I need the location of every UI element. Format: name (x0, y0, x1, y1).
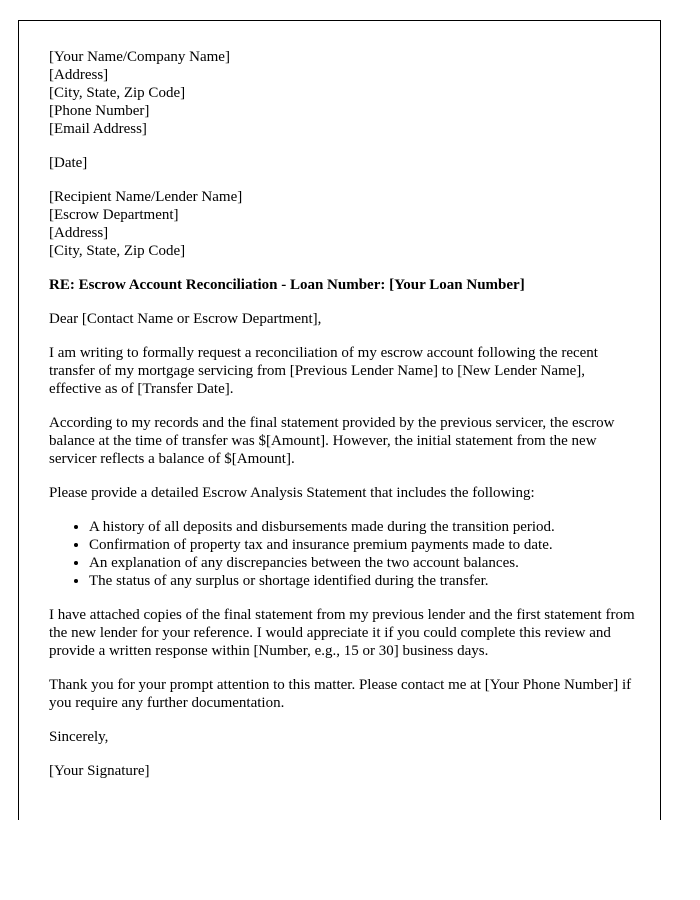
sender-phone: [Phone Number] (49, 103, 150, 119)
sender-name: [Your Name/Company Name] (49, 49, 230, 65)
sender-address-line: [Address] (49, 67, 109, 83)
paragraph-request: Please provide a detailed Escrow Analysis Statement that includes the following: (49, 485, 535, 501)
salutation: Dear [Contact Name or Escrow Department], (49, 311, 322, 327)
paragraph-attachments: I have attached copies of the final statement from my previous lender and the first statement from the new lender for your reference. I would appreciate it if you could complete this review and provide a written response within [Number, e.g., 15 or 30] business days. (49, 607, 635, 659)
letter-body (49, 48, 639, 796)
paragraph-intro: I am writing to formally request a reconciliation of my escrow account following the recent transfer of my mortgage servicing from [Previous Lender Name] to [New Lender Name], effective as of [Transfer Date]. (49, 345, 598, 397)
list-item: • Confirmation of property tax and insurance premium payments made to date. (89, 536, 639, 554)
subject-line: RE: Escrow Account Reconciliation - Loan Number: [Your Loan Number] (49, 277, 525, 293)
list-item: • The status of any surplus or shortage identified during the transfer. (89, 572, 639, 590)
recipient-name: [Recipient Name/Lender Name] (49, 189, 243, 205)
paragraph-balances: According to my records and the final statement provided by the previous servicer, the escrow balance at the time of transfer was $[Amount]. However, the initial statement from the new servicer reflects a balance of $[Amount]. (49, 415, 615, 467)
paragraph-thanks: Thank you for your prompt attention to this matter. Please contact me at [Your Phone Number] if you require any further documentation. (49, 677, 632, 711)
signature: [Your Signature] (49, 763, 150, 779)
sender-email: [Email Address] (49, 121, 147, 137)
letter-date (49, 154, 639, 172)
sender-city-state-zip: [City, State, Zip Code] (49, 85, 186, 101)
recipient-department: [Escrow Department] (49, 207, 179, 223)
list-item: • A history of all deposits and disbursements made during the transition period. (89, 518, 639, 536)
request-list (49, 518, 639, 590)
signoff: Sincerely, (49, 729, 109, 745)
list-item: • An explanation of any discrepancies between the two account balances. (89, 554, 639, 572)
recipient-city-state-zip: [City, State, Zip Code] (49, 243, 186, 259)
date-text: [Date] (49, 155, 88, 171)
sender-address (49, 48, 639, 138)
recipient-address (49, 188, 639, 260)
recipient-address-line: [Address] (49, 225, 109, 241)
